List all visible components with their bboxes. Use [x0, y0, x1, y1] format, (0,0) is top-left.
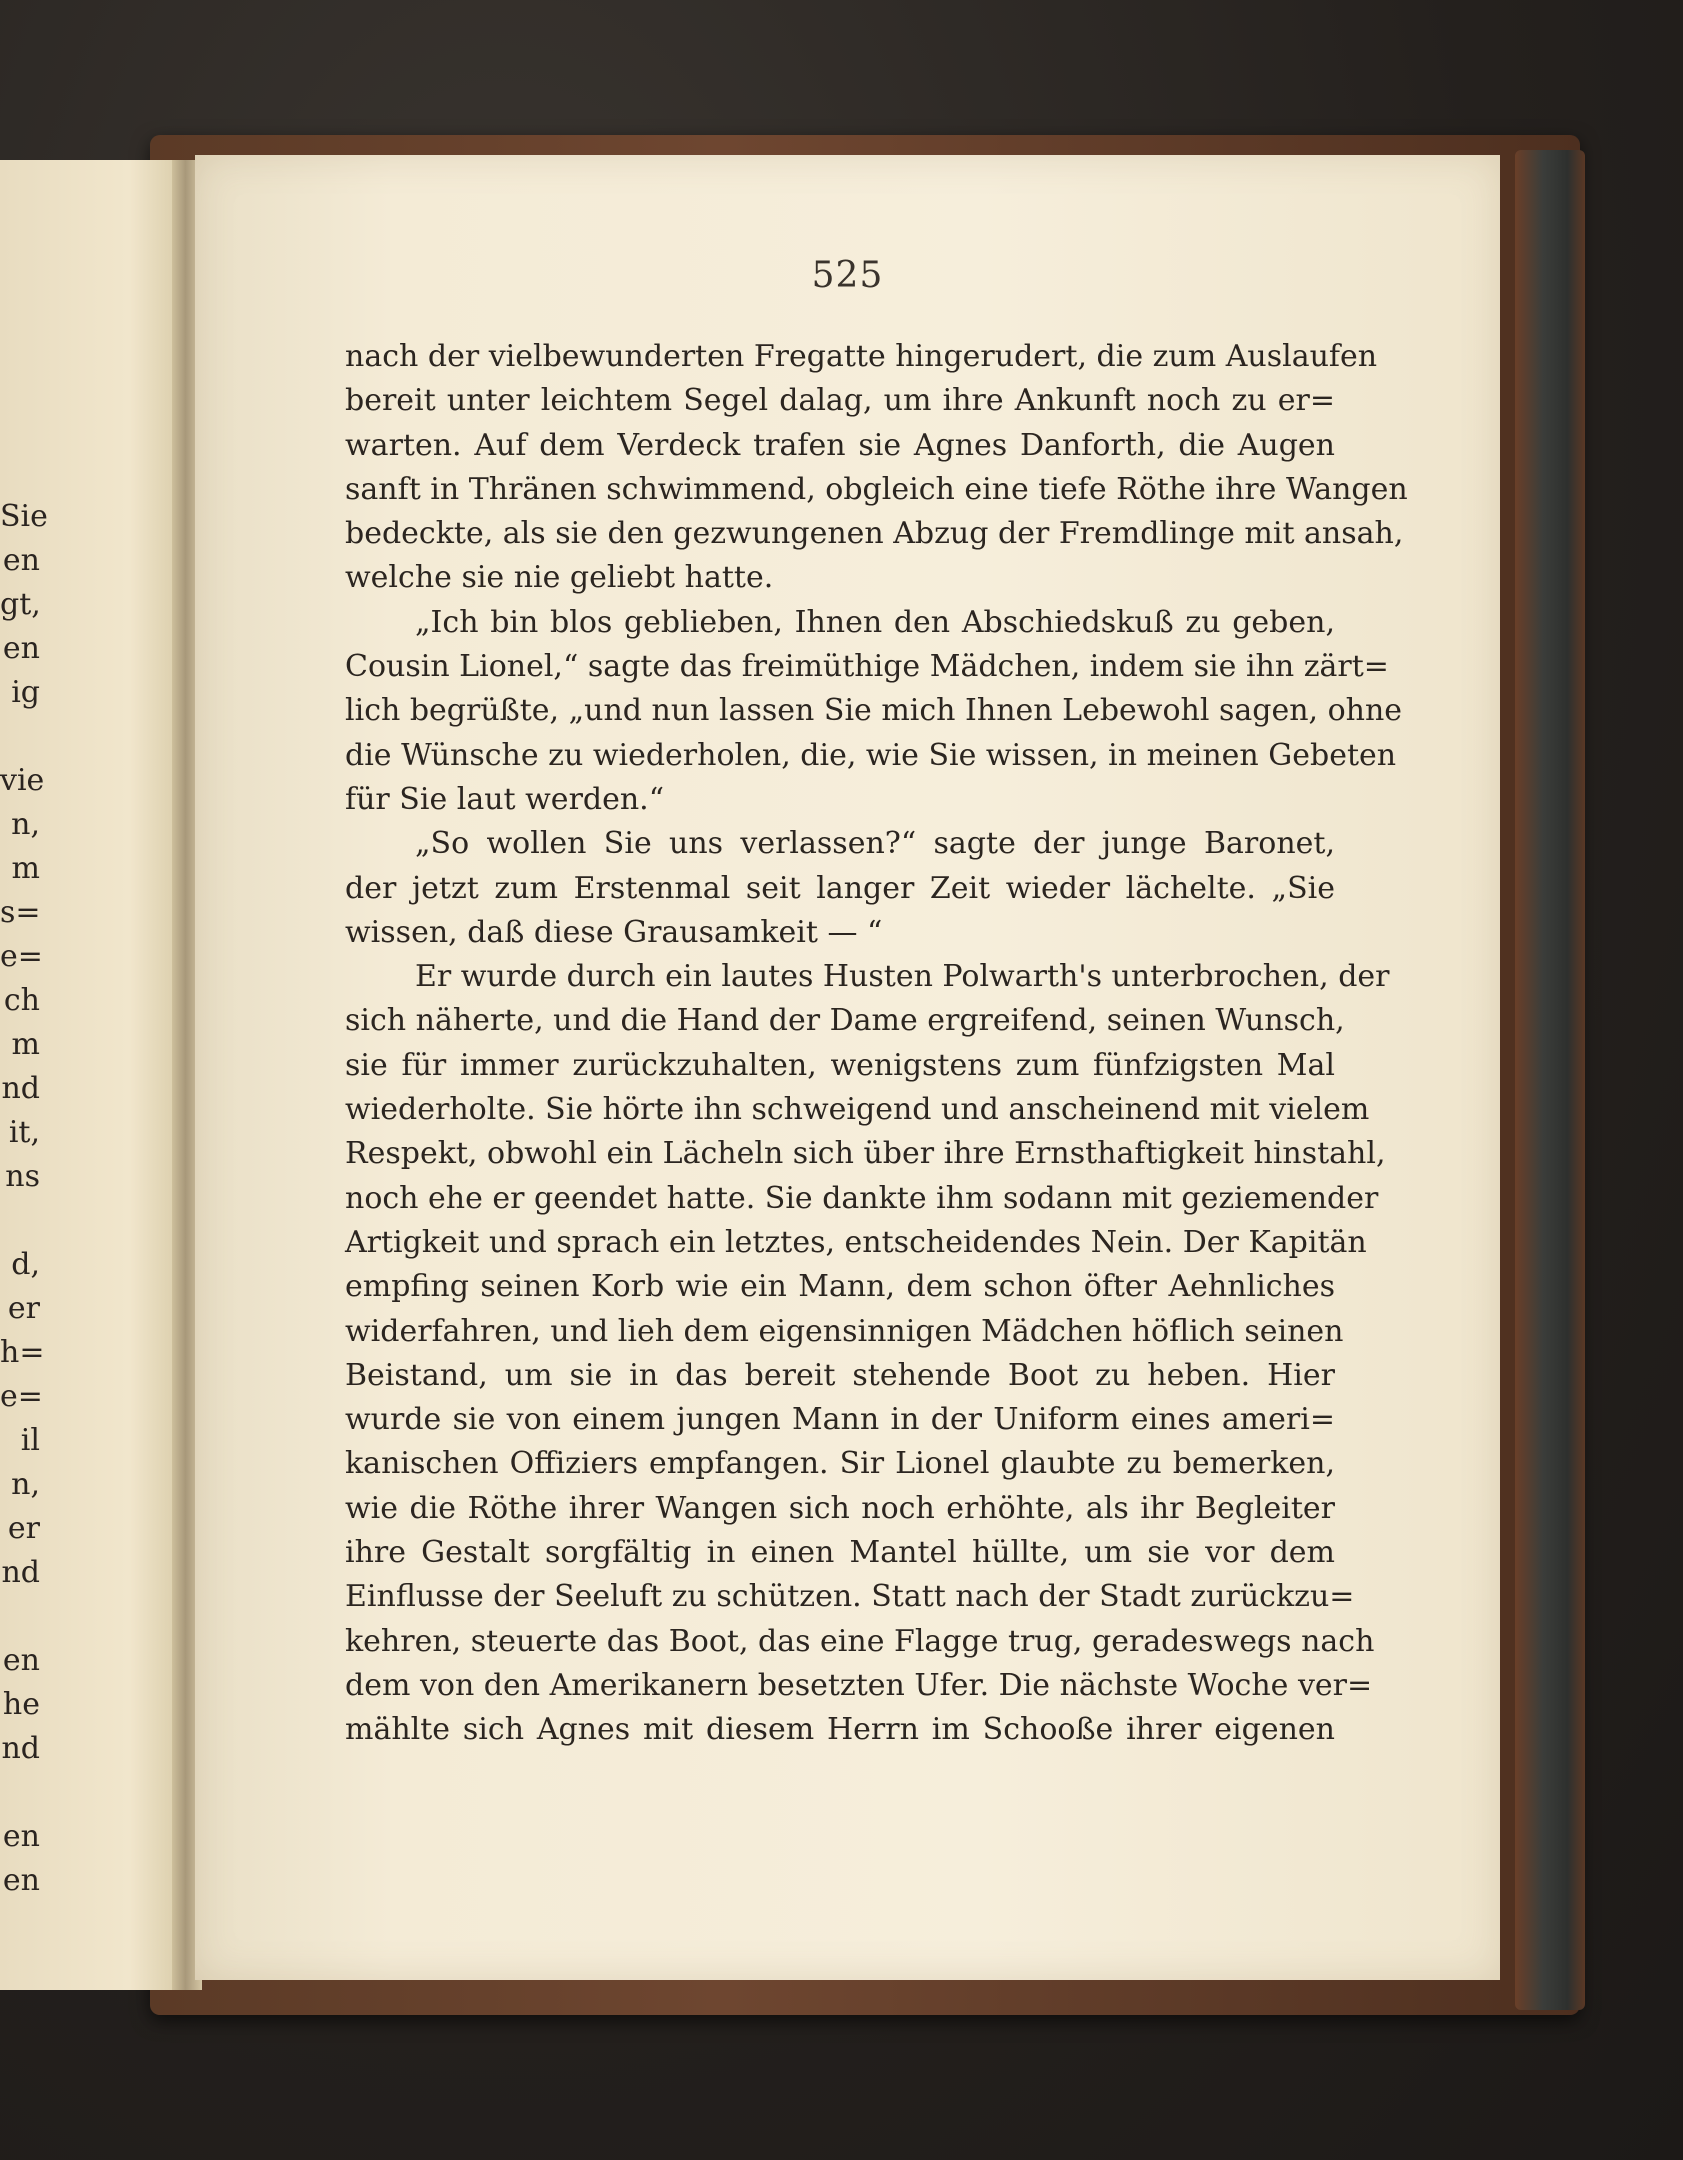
text-line: wurde sie von einem jungen Mann in der Uniform eines ameri= — [345, 1402, 1335, 1438]
left-page-fragment-line: en — [2, 631, 40, 666]
left-page-fragment-line: he — [2, 1687, 40, 1722]
text-line: Einflusse der Seeluft zu schützen. Statt nach der Stadt zurückzu= — [345, 1579, 1355, 1615]
text-line: wie die Röthe ihrer Wangen sich noch erhöhte, als ihr Begleiter — [345, 1490, 1335, 1526]
text-line: welche sie nie geliebt hatte. — [345, 560, 774, 596]
text-line: empfing seinen Korb wie ein Mann, dem schon öfter Aehnliches — [345, 1269, 1335, 1305]
text-line: bedeckte, als sie den gezwungenen Abzug der Fremdlinge mit ansah, — [345, 516, 1404, 552]
left-page-fragment-line: ns — [5, 1159, 40, 1194]
left-page-fragment-line: en — [2, 1643, 40, 1678]
left-page-fragment-line — [0, 1771, 40, 1815]
left-page-fragment — [0, 160, 185, 1990]
text-line: Beistand, um sie in das bereit stehende Boot zu heben. Hier — [345, 1357, 1335, 1393]
page-number: 525 — [811, 255, 884, 296]
text-line: wissen, daß diese Grausamkeit — “ — [345, 914, 883, 950]
text-line: sanft in Thränen schwimmend, obgleich eine tiefe Röthe ihre Wangen — [345, 471, 1408, 507]
left-page-fragment-line: s= — [0, 895, 41, 930]
text-line: wiederholte. Sie hörte ihn schweigend und anscheinend mit vielem — [345, 1092, 1370, 1128]
left-page-fragment-line — [0, 1595, 40, 1639]
text-line: „So wollen Sie uns verlassen?“ sagte der junge Baronet, — [415, 826, 1335, 862]
left-page-fragment-line: nd — [1, 1555, 40, 1590]
text-line: mählte sich Agnes mit diesem Herrn im Schooße ihrer eigenen — [345, 1712, 1335, 1748]
left-page-fragment-line: ig — [11, 675, 40, 710]
left-page-fragment-line — [0, 715, 40, 759]
left-page-fragment-line: h= — [0, 1335, 45, 1370]
text-line: „Ich bin blos geblieben, Ihnen den Abschiedskuß zu geben, — [415, 604, 1335, 640]
text-line: kehren, steuerte das Boot, das eine Flagge trug, geradeswegs nach — [345, 1623, 1375, 1659]
text-line: Er wurde durch ein lautes Husten Polwarth's unterbrochen, der — [415, 959, 1390, 995]
left-page-fragment-line: nd — [1, 1071, 40, 1106]
book-edge-right — [1515, 150, 1585, 2010]
text-line: Respekt, obwohl ein Lächeln sich über ihre Ernsthaftigkeit hinstahl, — [345, 1136, 1386, 1172]
text-line: bereit unter leichtem Segel dalag, um ihre Ankunft noch zu er= — [345, 383, 1335, 419]
text-line: warten. Auf dem Verdeck trafen sie Agnes Danforth, die Augen — [345, 427, 1335, 463]
page-text-block — [345, 335, 1408, 1753]
book-page — [195, 155, 1500, 1980]
left-page-fragment-line: er — [7, 1291, 40, 1326]
text-line: Cousin Lionel,“ sagte das freimüthige Mädchen, indem sie ihn zärt= — [345, 649, 1389, 685]
text-line: sich näherte, und die Hand der Dame ergreifend, seinen Wunsch, — [345, 1003, 1345, 1039]
left-page-fragment-line — [0, 1199, 40, 1243]
left-page-fragment-line: en — [2, 1863, 40, 1898]
left-page-fragment-line: Sie — [0, 499, 48, 534]
left-page-fragment-line: en — [2, 543, 40, 578]
left-page-fragment-line: er — [7, 1511, 40, 1546]
left-page-fragment-line: vie — [0, 763, 45, 798]
left-page-fragment-line: nd — [1, 1731, 40, 1766]
text-line: widerfahren, und lieh dem eigensinnigen Mädchen höflich seinen — [345, 1313, 1344, 1349]
left-page-text-edge — [0, 495, 48, 1903]
text-line: die Wünsche zu wiederholen, die, wie Sie wissen, in meinen Gebeten — [345, 737, 1397, 773]
text-line: Artigkeit und sprach ein letztes, entscheidendes Nein. Der Kapitän — [345, 1224, 1367, 1260]
left-page-fragment-line: n, — [11, 807, 40, 842]
text-line: sie für immer zurückzuhalten, wenigstens zum fünfzigsten Mal — [345, 1047, 1335, 1083]
left-page-fragment-line: e= — [0, 939, 43, 974]
text-line: für Sie laut werden.“ — [345, 781, 665, 817]
text-line: noch ehe er geendet hatte. Sie dankte ihm sodann mit geziemender — [345, 1180, 1379, 1216]
text-line: ihre Gestalt sorgfältig in einen Mantel hüllte, um sie vor dem — [345, 1535, 1335, 1571]
left-page-fragment-line: d, — [11, 1247, 40, 1282]
left-page-fragment-line: it, — [8, 1115, 40, 1150]
left-page-fragment-line: e= — [0, 1379, 43, 1414]
text-line: dem von den Amerikanern besetzten Ufer. Die nächste Woche ver= — [345, 1667, 1373, 1703]
left-page-fragment-line: n, — [11, 1467, 40, 1502]
text-line: der jetzt zum Erstenmal seit langer Zeit wieder lächelte. „Sie — [345, 870, 1335, 906]
left-page-fragment-line: m — [11, 1027, 40, 1062]
text-line: kanischen Offiziers empfangen. Sir Lionel glaubte zu bemerken, — [345, 1446, 1335, 1482]
left-page-fragment-line: il — [20, 1423, 40, 1458]
left-page-fragment-line: en — [2, 1819, 40, 1854]
left-page-fragment-line: m — [11, 851, 40, 886]
left-page-fragment-line: gt, — [0, 587, 41, 622]
text-line: lich begrüßte, „und nun lassen Sie mich Ihnen Lebewohl sagen, ohne — [345, 693, 1403, 729]
text-line: nach der vielbewunderten Fregatte hingerudert, die zum Auslaufen — [345, 339, 1378, 374]
left-page-fragment-line: ch — [3, 983, 40, 1018]
